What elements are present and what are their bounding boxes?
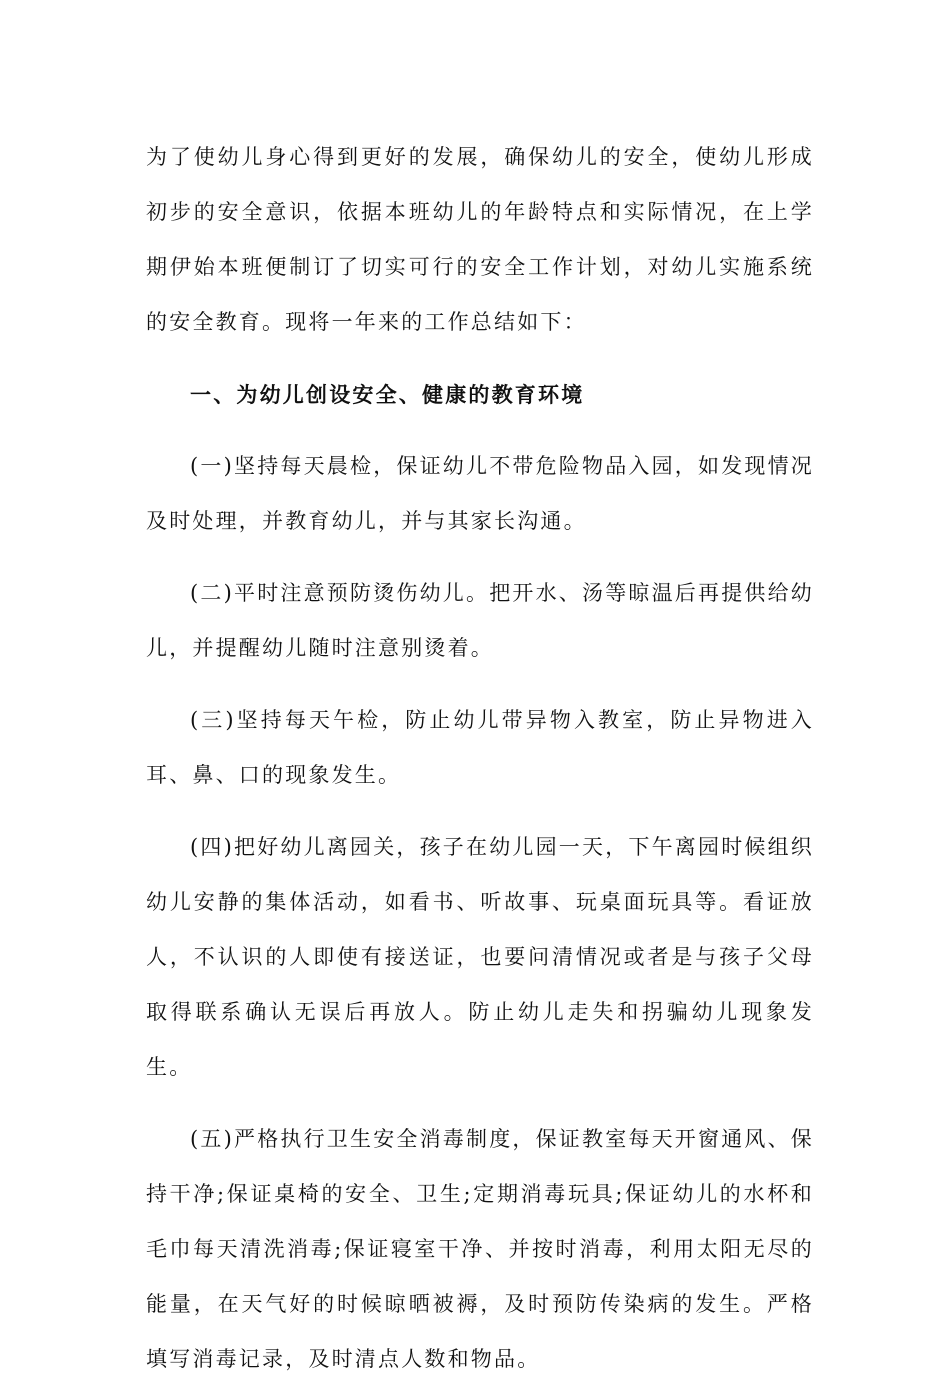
spacer [146, 549, 814, 566]
spacer [146, 803, 814, 820]
section-heading: 一、为幼儿创设安全、健康的教育环境 [190, 382, 585, 407]
spacer [146, 422, 814, 439]
item-paragraph-3: (三)坚持每天午检，防止幼儿带异物入教室，防止异物进入耳、鼻、口的现象发生。 [146, 708, 814, 787]
item-paragraph-4: (四)把好幼儿离园关，孩子在幼儿园一天，下午离园时候组织幼儿安静的集体活动，如看书、听故事、玩桌面玩具等。看证放人，不认识的人即使有接送证，也要问清情况或者是与孩子父母取得联系确认无误后再放人。防止幼儿走失和拐骗幼儿现象发生。 [146, 835, 814, 1079]
spacer [146, 350, 814, 367]
item-paragraph-5: (五)严格执行卫生安全消毒制度，保证教室每天开窗通风、保持干净;保证桌椅的安全、卫生;定期消毒玩具;保证幼儿的水杯和毛巾每天清洗消毒;保证寝室干净、并按时消毒，利用太阳无尽的能量，在天气好的时候晾晒被褥，及时预防传染病的发生。严格填写消毒记录，及时清点人数和物品。 [146, 1127, 814, 1371]
item-paragraph-2: (二)平时注意预防烫伤幼儿。把开水、汤等晾温后再提供给幼儿，并提醒幼儿随时注意别烫着。 [146, 581, 814, 660]
document-body [146, 130, 814, 1387]
spacer [146, 1095, 814, 1112]
spacer [146, 676, 814, 693]
intro-paragraph: 为了使幼儿身心得到更好的发展，确保幼儿的安全，使幼儿形成初步的安全意识，依据本班幼儿的年龄特点和实际情况，在上学期伊始本班便制订了切实可行的安全工作计划，对幼儿实施系统的安全教育。现将一年来的工作总结如下： [146, 145, 814, 334]
item-paragraph-1: (一)坚持每天晨检，保证幼儿不带危险物品入园，如发现情况及时处理，并教育幼儿，并与其家长沟通。 [146, 454, 814, 533]
